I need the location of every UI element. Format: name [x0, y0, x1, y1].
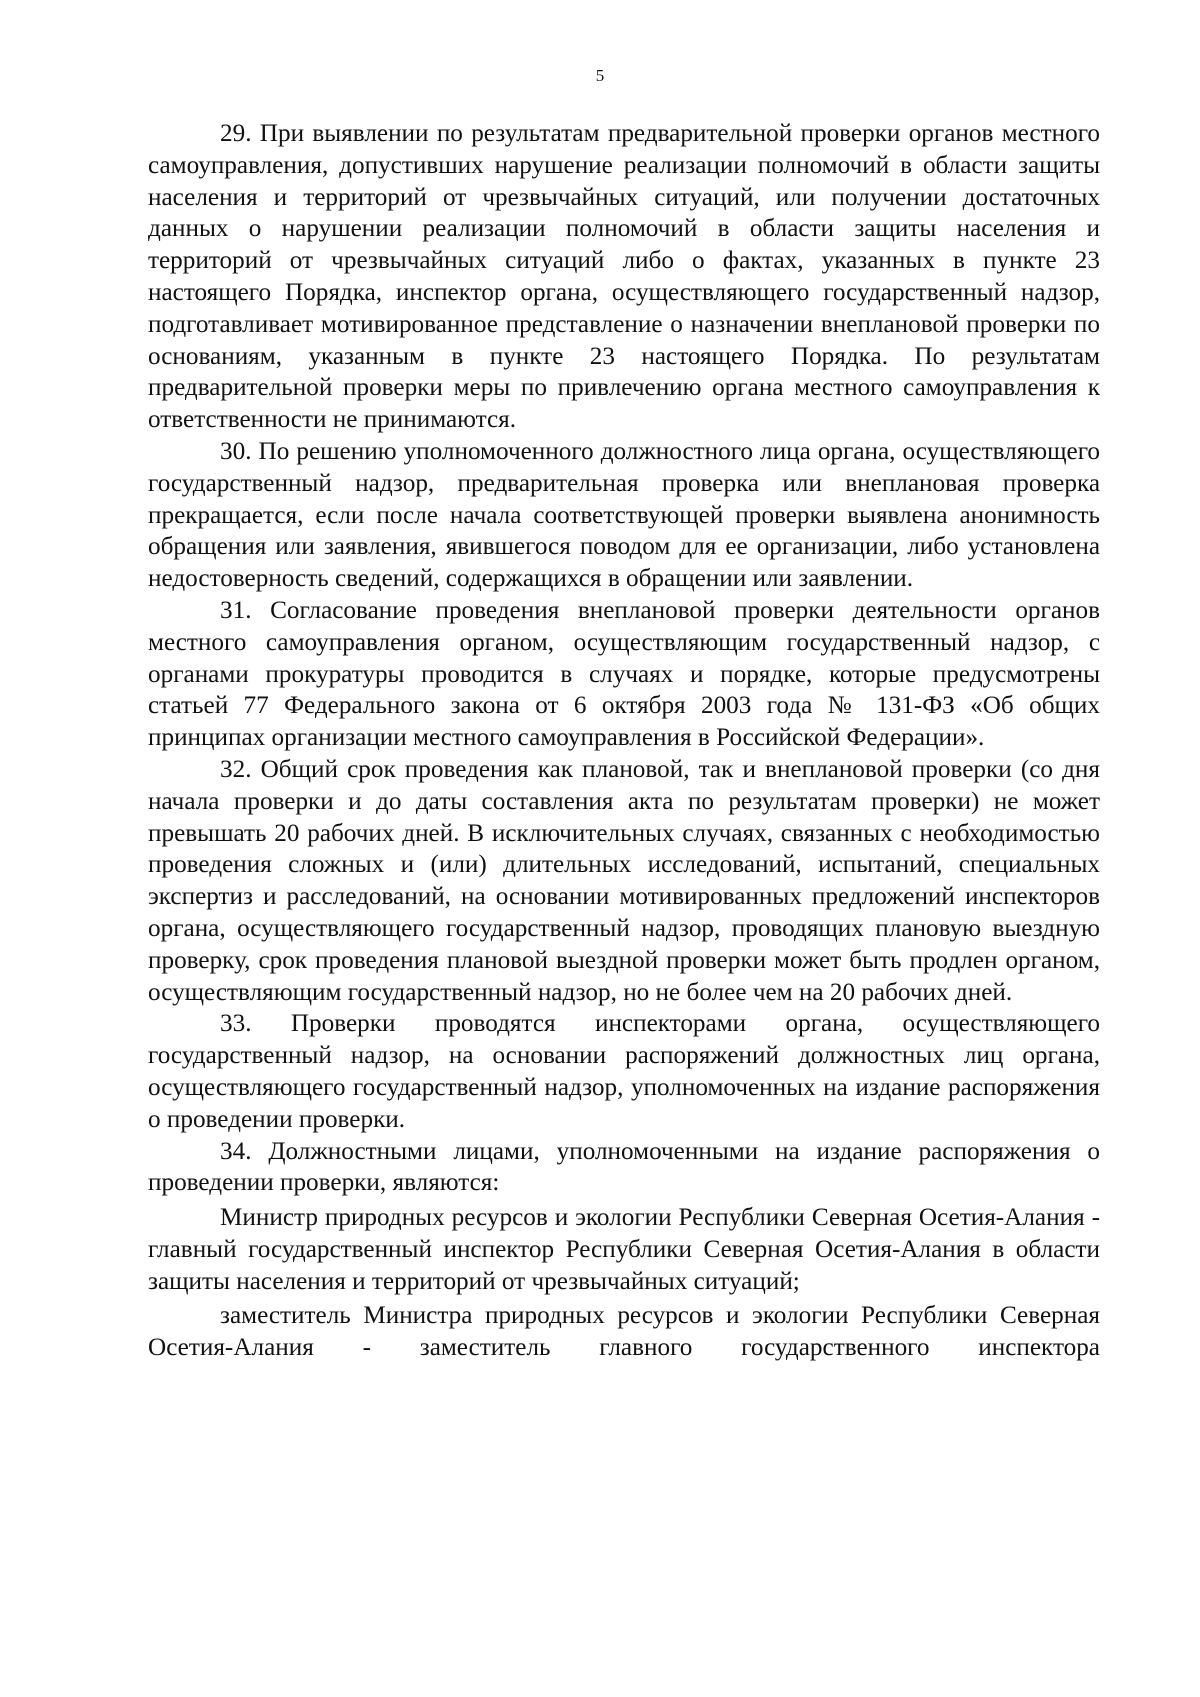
- paragraph-34: 34. Должностными лицами, уполномоченными на издание распоряжения о проведении проверки, являются:: [148, 1137, 1100, 1197]
- paragraph-31: 31. Согласование проведения внеплановой проверки деятельности органов местного самоуправления органом, осуществляющим государственный надзор, с органами прокуратуры проводится в случаях и порядке, которые предусмотрены статьей 77 Федерального закона от 6 октября 2003 года № 131-ФЗ «Об общих принципах организации местного самоуправления в Российской Федерации».: [148, 596, 1100, 752]
- paragraph-minister: Министр природных ресурсов и экологии Республики Северная Осетия-Алания - главный государственный инспектор Республики Северная Осетия-Алания в области защиты населения и территорий от чрезвычайных ситуаций;: [148, 1204, 1100, 1295]
- paragraph-29: 29. При выявлении по результатам предварительной проверки органов местного самоуправления, допустивших нарушение реализации полномочий в области защиты населения и территорий от чрезвычайных ситуаций, или получении достаточных данных о нарушении реализации полномочий в области защиты населения и территорий от чрезвычайных ситуаций либо о фактах, указанных в пункте 23 настоящего Порядка, инспектор органа, осуществляющего государственный надзор, подготавливает мотивированное представление о назначении внеплановой проверки по основаниям, указанным в пункте 23 настоящего Порядка. По результатам предварительной проверки меры по привлечению органа местного самоуправления к ответственности не принимаются.: [148, 120, 1100, 434]
- page-number: 5: [595, 66, 605, 85]
- paragraph-deputy-minister: заместитель Министра природных ресурсов и экологии Республики Северная Осетия-Алания - заместитель главного государственного инспектора: [148, 1302, 1100, 1362]
- paragraph-32: 32. Общий срок проведения как плановой, так и внеплановой проверки (со дня начала проверки и до даты составления акта по результатам проверки) не может превышать 20 рабочих дней. В исключительных случаях, связанных с необходимостью проведения сложных и (или) длительных исследований, испытаний, специальных экспертиз и расследований, на основании мотивированных предложений инспекторов органа, осуществляющего государственный надзор, проводящих плановую выездную проверку, срок проведения плановой выездной проверки может быть продлен органом, осуществляющим государственный надзор, но не более чем на 20 рабочих дней.: [148, 755, 1100, 1006]
- paragraph-33: 33. Проверки проводятся инспекторами органа, осуществляющего государственный надзор, на основании распоряжений должностных лиц органа, осуществляющего государственный надзор, уполномоченных на издание распоряжения о проведении проверки.: [148, 1010, 1100, 1133]
- paragraph-30: 30. По решению уполномоченного должностного лица органа, осуществляющего государственный надзор, предварительная проверка или внеплановая проверка прекращается, если после начала соответствующей проверки выявлена анонимность обращения или заявления, явившегося поводом для ее организации, либо установлена недостоверность сведений, содержащихся в обращении или заявлении.: [148, 437, 1100, 593]
- document-body: [148, 118, 1100, 1364]
